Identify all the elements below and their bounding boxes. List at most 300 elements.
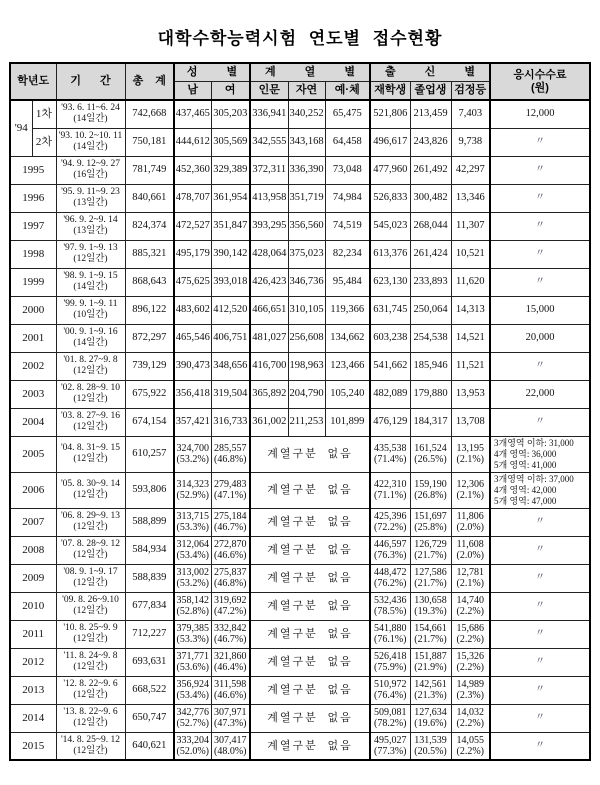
table-row xyxy=(10,472,590,508)
table-row xyxy=(10,380,590,408)
graduate-cell: 127,586 (21.7%) xyxy=(410,564,451,592)
science-cell: 310,105 xyxy=(288,296,325,324)
period-cell: '03. 8. 27~9. 16 (12일간) xyxy=(56,408,125,436)
total-cell: 593,806 xyxy=(125,472,174,508)
male-cell: 312,064 (53.4%) xyxy=(174,536,211,564)
enrolled-cell: 435,538 (71.4%) xyxy=(370,436,410,472)
male-cell: 437,465 xyxy=(174,100,211,128)
female-cell: 285,557 (46.8%) xyxy=(211,436,250,472)
humanities-cell: 365,892 xyxy=(250,380,288,408)
male-cell: 379,385 (53.3%) xyxy=(174,620,211,648)
male-cell: 358,142 (52.8%) xyxy=(174,592,211,620)
total-cell: 872,297 xyxy=(125,324,174,352)
science-cell: 356,560 xyxy=(288,212,325,240)
table-row xyxy=(10,212,590,240)
total-cell: 868,643 xyxy=(125,268,174,296)
ged-cell: 11,806 (2.0%) xyxy=(451,508,490,536)
total-cell: 739,129 xyxy=(125,352,174,380)
total-cell: 610,257 xyxy=(125,436,174,472)
enrolled-cell: 495,027 (77.3%) xyxy=(370,732,410,760)
year-cell: 2005 xyxy=(10,436,56,472)
year-cell: 2014 xyxy=(10,704,56,732)
fee-cell: 〃 xyxy=(490,212,590,240)
period-cell: '93. 6. 11~6. 24 (14일간) xyxy=(56,100,125,128)
period-cell: '93. 10. 2~10. 11 (14일간) xyxy=(56,128,125,156)
female-cell: 272,870 (46.6%) xyxy=(211,536,250,564)
male-cell: 342,776 (52.7%) xyxy=(174,704,211,732)
total-cell: 712,227 xyxy=(125,620,174,648)
enrolled-cell: 526,418 (75.9%) xyxy=(370,648,410,676)
table-row xyxy=(10,732,590,760)
header-total: 총 계 xyxy=(125,63,174,100)
male-cell: 313,002 (53.2%) xyxy=(174,564,211,592)
fee-cell: 〃 xyxy=(490,508,590,536)
year-cell: '94 xyxy=(10,100,32,156)
female-cell: 307,971 (47.3%) xyxy=(211,704,250,732)
header-gender-group: 성 별 xyxy=(174,63,250,82)
admissions-table xyxy=(9,62,591,761)
table-row xyxy=(10,352,590,380)
period-cell: '04. 8. 31~9. 15 (12일간) xyxy=(56,436,125,472)
science-cell: 211,253 xyxy=(288,408,325,436)
table-row xyxy=(10,408,590,436)
total-cell: 668,522 xyxy=(125,676,174,704)
ged-cell: 13,708 xyxy=(451,408,490,436)
year-cell: 1996 xyxy=(10,184,56,212)
total-cell: 588,839 xyxy=(125,564,174,592)
year-cell: 2002 xyxy=(10,352,56,380)
graduate-cell: 261,424 xyxy=(410,240,451,268)
fee-cell: 〃 xyxy=(490,592,590,620)
graduate-cell: 233,893 xyxy=(410,268,451,296)
header-female: 여 xyxy=(211,82,250,101)
female-cell: 316,733 xyxy=(211,408,250,436)
ged-cell: 13,195 (2.1%) xyxy=(451,436,490,472)
male-cell: 333,204 (52.0%) xyxy=(174,732,211,760)
total-cell: 675,922 xyxy=(125,380,174,408)
period-cell: '06. 8. 29~9. 13 (12일간) xyxy=(56,508,125,536)
fee-cell: 20,000 xyxy=(490,324,590,352)
arts-cell: 73,048 xyxy=(325,156,370,184)
female-cell: 275,184 (46.7%) xyxy=(211,508,250,536)
ged-cell: 14,032 (2.2%) xyxy=(451,704,490,732)
ged-cell: 13,346 xyxy=(451,184,490,212)
graduate-cell: 151,887 (21.9%) xyxy=(410,648,451,676)
table-row xyxy=(10,648,590,676)
graduate-cell: 127,634 (19.6%) xyxy=(410,704,451,732)
male-cell: 495,179 xyxy=(174,240,211,268)
period-cell: '02. 8. 28~9. 10 (12일간) xyxy=(56,380,125,408)
no-track-cell: 계열구분 없음 xyxy=(250,704,370,732)
enrolled-cell: 509,081 (78.2%) xyxy=(370,704,410,732)
male-cell: 478,707 xyxy=(174,184,211,212)
enrolled-cell: 623,130 xyxy=(370,268,410,296)
period-cell: '09. 8. 26~9.10 (12일간) xyxy=(56,592,125,620)
female-cell: 332,842 (46.7%) xyxy=(211,620,250,648)
science-cell: 198,963 xyxy=(288,352,325,380)
humanities-cell: 372,311 xyxy=(250,156,288,184)
ged-cell: 14,313 xyxy=(451,296,490,324)
arts-cell: 105,240 xyxy=(325,380,370,408)
total-cell: 584,934 xyxy=(125,536,174,564)
graduate-cell: 130,658 (19.3%) xyxy=(410,592,451,620)
page-title: 대학수학능력시험 연도별 접수현황 xyxy=(157,29,443,48)
no-track-cell: 계열구분 없음 xyxy=(250,620,370,648)
no-track-cell: 계열구분 없음 xyxy=(250,732,370,760)
fee-cell: 〃 xyxy=(490,564,590,592)
science-cell: 340,252 xyxy=(288,100,325,128)
table-row xyxy=(10,508,590,536)
fee-cell: 〃 xyxy=(490,268,590,296)
table-row xyxy=(10,592,590,620)
male-cell: 314,323 (52.9%) xyxy=(174,472,211,508)
total-cell: 781,749 xyxy=(125,156,174,184)
enrolled-cell: 613,376 xyxy=(370,240,410,268)
female-cell: 319,504 xyxy=(211,380,250,408)
header-track-group: 계 열 별 xyxy=(250,63,370,82)
header-fee-line2: (원) xyxy=(531,81,549,94)
round-cell: 1차 xyxy=(32,100,56,128)
document-page xyxy=(0,24,600,761)
period-cell: '14. 8. 25~9. 12 (12일간) xyxy=(56,732,125,760)
table-body xyxy=(10,100,590,760)
header-fee xyxy=(490,63,590,100)
header-arts: 예·체 xyxy=(325,82,370,101)
period-cell: '97. 9. 1~9. 13 (12일간) xyxy=(56,240,125,268)
period-cell: '05. 8. 30~9. 14 (12일간) xyxy=(56,472,125,508)
table-row xyxy=(10,100,590,128)
graduate-cell: 250,064 xyxy=(410,296,451,324)
female-cell: 361,954 xyxy=(211,184,250,212)
fee-cell: 12,000 xyxy=(490,100,590,128)
table-header xyxy=(10,63,590,100)
header-fee-line1: 응시수수료 xyxy=(513,68,567,81)
male-cell: 472,527 xyxy=(174,212,211,240)
graduate-cell: 184,317 xyxy=(410,408,451,436)
female-cell: 311,598 (46.6%) xyxy=(211,676,250,704)
ged-cell: 14,055 (2.2%) xyxy=(451,732,490,760)
graduate-cell: 131,539 (20.5%) xyxy=(410,732,451,760)
year-cell: 2015 xyxy=(10,732,56,760)
female-cell: 305,569 xyxy=(211,128,250,156)
female-cell: 279,483 (47.1%) xyxy=(211,472,250,508)
fee-cell: 〃 xyxy=(490,704,590,732)
enrolled-cell: 603,238 xyxy=(370,324,410,352)
period-cell: '99. 9. 1~9. 11 (10일간) xyxy=(56,296,125,324)
no-track-cell: 계열구분 없음 xyxy=(250,508,370,536)
male-cell: 465,546 xyxy=(174,324,211,352)
period-cell: '13. 8. 22~9. 6 (12일간) xyxy=(56,704,125,732)
header-humanities: 인문 xyxy=(250,82,288,101)
humanities-cell: 413,958 xyxy=(250,184,288,212)
arts-cell: 74,519 xyxy=(325,212,370,240)
humanities-cell: 466,651 xyxy=(250,296,288,324)
female-cell: 412,520 xyxy=(211,296,250,324)
fee-cell: 〃 xyxy=(490,352,590,380)
enrolled-cell: 545,023 xyxy=(370,212,410,240)
total-cell: 674,154 xyxy=(125,408,174,436)
female-cell: 321,860 (46.4%) xyxy=(211,648,250,676)
arts-cell: 82,234 xyxy=(325,240,370,268)
year-cell: 2009 xyxy=(10,564,56,592)
graduate-cell: 161,524 (26.5%) xyxy=(410,436,451,472)
period-cell: '08. 9. 1~9. 17 (12일간) xyxy=(56,564,125,592)
female-cell: 390,142 xyxy=(211,240,250,268)
science-cell: 204,790 xyxy=(288,380,325,408)
graduate-cell: 159,190 (26.8%) xyxy=(410,472,451,508)
year-cell: 2000 xyxy=(10,296,56,324)
table-row xyxy=(10,536,590,564)
graduate-cell: 179,880 xyxy=(410,380,451,408)
science-cell: 256,608 xyxy=(288,324,325,352)
year-cell: 1999 xyxy=(10,268,56,296)
period-cell: '07. 8. 28~9. 12 (12일간) xyxy=(56,536,125,564)
table-row xyxy=(10,128,590,156)
female-cell: 406,751 xyxy=(211,324,250,352)
enrolled-cell: 448,472 (76.2%) xyxy=(370,564,410,592)
graduate-cell: 254,538 xyxy=(410,324,451,352)
male-cell: 356,418 xyxy=(174,380,211,408)
humanities-cell: 393,295 xyxy=(250,212,288,240)
male-cell: 483,602 xyxy=(174,296,211,324)
round-cell: 2차 xyxy=(32,128,56,156)
male-cell: 475,625 xyxy=(174,268,211,296)
humanities-cell: 416,700 xyxy=(250,352,288,380)
year-cell: 2012 xyxy=(10,648,56,676)
graduate-cell: 126,729 (21.7%) xyxy=(410,536,451,564)
enrolled-cell: 446,597 (76.3%) xyxy=(370,536,410,564)
male-cell: 356,924 (53.4%) xyxy=(174,676,211,704)
fee-cell: 〃 xyxy=(490,536,590,564)
arts-cell: 123,466 xyxy=(325,352,370,380)
header-origin-group: 출 신 별 xyxy=(370,63,490,82)
period-cell: '11. 8. 24~9. 8 (12일간) xyxy=(56,648,125,676)
arts-cell: 64,458 xyxy=(325,128,370,156)
arts-cell: 65,475 xyxy=(325,100,370,128)
fee-cell: 〃 xyxy=(490,128,590,156)
total-cell: 588,899 xyxy=(125,508,174,536)
period-cell: '10. 8. 25~9. 9 (12일간) xyxy=(56,620,125,648)
table-row xyxy=(10,240,590,268)
no-track-cell: 계열구분 없음 xyxy=(250,536,370,564)
no-track-cell: 계열구분 없음 xyxy=(250,564,370,592)
year-cell: 2004 xyxy=(10,408,56,436)
fee-cell: 〃 xyxy=(490,184,590,212)
enrolled-cell: 476,129 xyxy=(370,408,410,436)
header-row-groups xyxy=(10,63,590,82)
enrolled-cell: 422,310 (71.1%) xyxy=(370,472,410,508)
graduate-cell: 300,482 xyxy=(410,184,451,212)
year-cell: 2011 xyxy=(10,620,56,648)
enrolled-cell: 532,436 (78.5%) xyxy=(370,592,410,620)
fee-cell: 15,000 xyxy=(490,296,590,324)
fee-cell: 3개영역 이하: 31,000 4개 영역: 36,000 5개 영역: 41,000 xyxy=(490,436,590,472)
graduate-cell: 213,459 xyxy=(410,100,451,128)
no-track-cell: 계열구분 없음 xyxy=(250,436,370,472)
total-cell: 885,321 xyxy=(125,240,174,268)
science-cell: 351,719 xyxy=(288,184,325,212)
male-cell: 452,360 xyxy=(174,156,211,184)
ged-cell: 14,989 (2.3%) xyxy=(451,676,490,704)
graduate-cell: 243,826 xyxy=(410,128,451,156)
ged-cell: 13,953 xyxy=(451,380,490,408)
table-row xyxy=(10,296,590,324)
ged-cell: 12,781 (2.1%) xyxy=(451,564,490,592)
humanities-cell: 342,555 xyxy=(250,128,288,156)
ged-cell: 15,326 (2.2%) xyxy=(451,648,490,676)
no-track-cell: 계열구분 없음 xyxy=(250,592,370,620)
total-cell: 750,181 xyxy=(125,128,174,156)
science-cell: 375,023 xyxy=(288,240,325,268)
fee-cell: 22,000 xyxy=(490,380,590,408)
header-science: 자연 xyxy=(288,82,325,101)
enrolled-cell: 482,089 xyxy=(370,380,410,408)
ged-cell: 9,738 xyxy=(451,128,490,156)
period-cell: '12. 8. 22~9. 6 (12일간) xyxy=(56,676,125,704)
female-cell: 329,389 xyxy=(211,156,250,184)
no-track-cell: 계열구분 없음 xyxy=(250,648,370,676)
fee-cell: 〃 xyxy=(490,240,590,268)
table-row xyxy=(10,324,590,352)
male-cell: 390,473 xyxy=(174,352,211,380)
no-track-cell: 계열구분 없음 xyxy=(250,676,370,704)
year-cell: 1995 xyxy=(10,156,56,184)
header-ged: 검정등 xyxy=(451,82,490,101)
header-enrolled: 재학생 xyxy=(370,82,410,101)
table-row xyxy=(10,704,590,732)
ged-cell: 11,608 (2.0%) xyxy=(451,536,490,564)
table-row xyxy=(10,436,590,472)
ged-cell: 15,686 (2.2%) xyxy=(451,620,490,648)
fee-cell: 〃 xyxy=(490,648,590,676)
female-cell: 348,656 xyxy=(211,352,250,380)
female-cell: 275,837 (46.8%) xyxy=(211,564,250,592)
enrolled-cell: 631,745 xyxy=(370,296,410,324)
humanities-cell: 481,027 xyxy=(250,324,288,352)
female-cell: 393,018 xyxy=(211,268,250,296)
header-year: 학년도 xyxy=(10,63,56,100)
female-cell: 305,203 xyxy=(211,100,250,128)
year-cell: 2013 xyxy=(10,676,56,704)
graduate-cell: 151,697 (25.8%) xyxy=(410,508,451,536)
enrolled-cell: 541,880 (76.1%) xyxy=(370,620,410,648)
male-cell: 444,612 xyxy=(174,128,211,156)
enrolled-cell: 510,972 (76.4%) xyxy=(370,676,410,704)
graduate-cell: 142,561 (21.3%) xyxy=(410,676,451,704)
period-cell: '98. 9. 1~9. 15 (14일간) xyxy=(56,268,125,296)
male-cell: 357,421 xyxy=(174,408,211,436)
total-cell: 840,661 xyxy=(125,184,174,212)
header-graduate: 졸업생 xyxy=(410,82,451,101)
enrolled-cell: 496,617 xyxy=(370,128,410,156)
total-cell: 650,747 xyxy=(125,704,174,732)
enrolled-cell: 526,833 xyxy=(370,184,410,212)
ged-cell: 12,306 (2.1%) xyxy=(451,472,490,508)
male-cell: 313,715 (53.3%) xyxy=(174,508,211,536)
male-cell: 324,700 (53.2%) xyxy=(174,436,211,472)
period-cell: '00. 9. 1~9. 16 (14일간) xyxy=(56,324,125,352)
fee-cell: 〃 xyxy=(490,156,590,184)
graduate-cell: 154,661 (21.7%) xyxy=(410,620,451,648)
fee-cell: 3개영역 이하: 37,000 4개 영역: 42,000 5개 영역: 47,000 xyxy=(490,472,590,508)
period-cell: '95. 9. 11~9. 23 (13일간) xyxy=(56,184,125,212)
humanities-cell: 361,002 xyxy=(250,408,288,436)
year-cell: 1998 xyxy=(10,240,56,268)
total-cell: 677,834 xyxy=(125,592,174,620)
year-cell: 2010 xyxy=(10,592,56,620)
arts-cell: 101,899 xyxy=(325,408,370,436)
arts-cell: 134,662 xyxy=(325,324,370,352)
ged-cell: 7,403 xyxy=(451,100,490,128)
arts-cell: 119,366 xyxy=(325,296,370,324)
fee-cell: 〃 xyxy=(490,408,590,436)
table-row xyxy=(10,268,590,296)
female-cell: 319,692 (47.2%) xyxy=(211,592,250,620)
year-cell: 2007 xyxy=(10,508,56,536)
enrolled-cell: 477,960 xyxy=(370,156,410,184)
total-cell: 742,668 xyxy=(125,100,174,128)
table-row xyxy=(10,676,590,704)
humanities-cell: 426,423 xyxy=(250,268,288,296)
total-cell: 896,122 xyxy=(125,296,174,324)
ged-cell: 10,521 xyxy=(451,240,490,268)
fee-cell: 〃 xyxy=(490,620,590,648)
female-cell: 307,417 (48.0%) xyxy=(211,732,250,760)
female-cell: 351,847 xyxy=(211,212,250,240)
fee-cell: 〃 xyxy=(490,676,590,704)
year-cell: 2008 xyxy=(10,536,56,564)
year-cell: 2001 xyxy=(10,324,56,352)
period-cell: '96. 9. 2~9. 14 (13일간) xyxy=(56,212,125,240)
graduate-cell: 268,044 xyxy=(410,212,451,240)
year-cell: 1997 xyxy=(10,212,56,240)
table-row xyxy=(10,184,590,212)
arts-cell: 95,484 xyxy=(325,268,370,296)
table-row xyxy=(10,156,590,184)
science-cell: 336,390 xyxy=(288,156,325,184)
ged-cell: 11,620 xyxy=(451,268,490,296)
male-cell: 371,771 (53.6%) xyxy=(174,648,211,676)
fee-cell: 〃 xyxy=(490,732,590,760)
period-cell: '94. 9. 12~9. 27 (16일간) xyxy=(56,156,125,184)
ged-cell: 11,307 xyxy=(451,212,490,240)
enrolled-cell: 521,806 xyxy=(370,100,410,128)
ged-cell: 14,740 (2.2%) xyxy=(451,592,490,620)
table-row xyxy=(10,620,590,648)
table-row xyxy=(10,564,590,592)
humanities-cell: 336,941 xyxy=(250,100,288,128)
science-cell: 346,736 xyxy=(288,268,325,296)
ged-cell: 14,521 xyxy=(451,324,490,352)
enrolled-cell: 425,396 (72.2%) xyxy=(370,508,410,536)
year-cell: 2003 xyxy=(10,380,56,408)
header-male: 남 xyxy=(174,82,211,101)
ged-cell: 42,297 xyxy=(451,156,490,184)
total-cell: 824,374 xyxy=(125,212,174,240)
humanities-cell: 428,064 xyxy=(250,240,288,268)
arts-cell: 74,984 xyxy=(325,184,370,212)
graduate-cell: 185,946 xyxy=(410,352,451,380)
total-cell: 693,631 xyxy=(125,648,174,676)
header-period: 기 간 xyxy=(56,63,125,100)
total-cell: 640,621 xyxy=(125,732,174,760)
period-cell: '01. 8. 27~9. 8 (12일간) xyxy=(56,352,125,380)
year-cell: 2006 xyxy=(10,472,56,508)
ged-cell: 11,521 xyxy=(451,352,490,380)
science-cell: 343,168 xyxy=(288,128,325,156)
no-track-cell: 계열구분 없음 xyxy=(250,472,370,508)
graduate-cell: 261,492 xyxy=(410,156,451,184)
